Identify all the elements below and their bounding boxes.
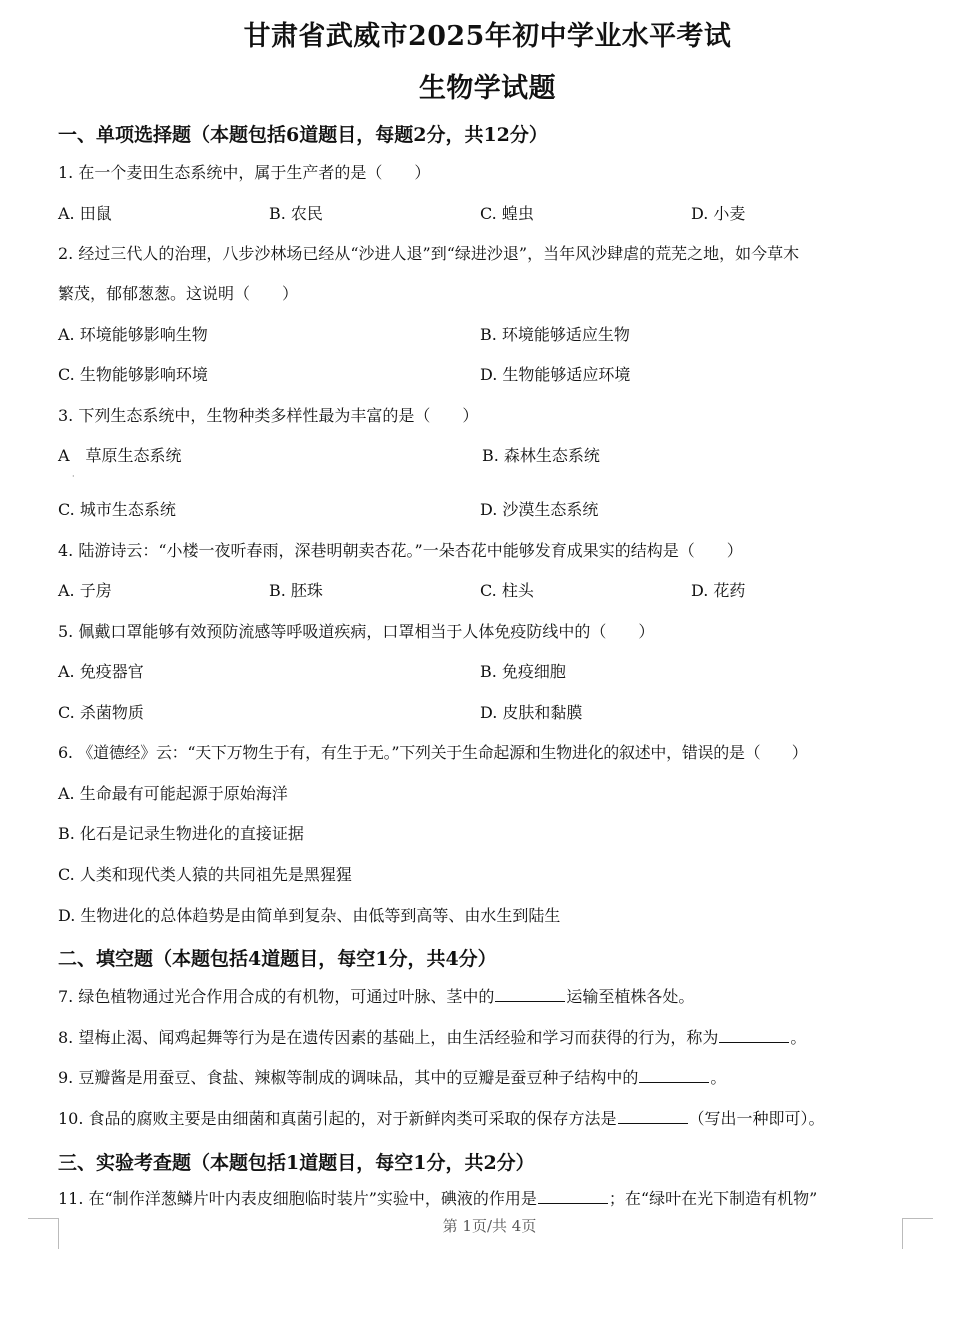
question-11-text-after: ；在“绿叶在光下制造有机物”: [608, 1189, 818, 1208]
question-2-option-a: A. 环境能够影响生物: [58, 325, 208, 344]
question-5-option-c: C. 杀菌物质: [58, 703, 144, 722]
section-heading-choice: 一、单项选择题（本题包括6道题目，每题2分，共12分）: [58, 124, 548, 146]
question-9-text-after: 。: [710, 1068, 727, 1087]
question-4-option-a: A. 子房: [58, 581, 112, 600]
question-1-option-d: D. 小麦: [691, 204, 746, 223]
question-6-option-b: B. 化石是记录生物进化的直接证据: [58, 824, 304, 843]
question-4-option-d: D. 花药: [691, 581, 746, 600]
question-3-option-b: B. 森林生态系统: [482, 446, 600, 465]
question-1-option-c: C. 蝗虫: [480, 204, 534, 223]
question-8-answer-blank[interactable]: [719, 1028, 789, 1043]
question-6-option-a: A. 生命最有可能起源于原始海洋: [58, 784, 288, 803]
question-2-option-b: B. 环境能够适应生物: [480, 325, 630, 344]
section-heading-experiment: 三、实验考查题（本题包括1道题目，每空1分，共2分）: [58, 1152, 535, 1174]
exam-title: 甘肃省武威市2025年初中学业水平考试: [243, 21, 732, 52]
question-4-option-b: B. 胚珠: [269, 581, 323, 600]
question-10: [58, 1109, 825, 1129]
question-10-text-before: 10. 食品的腐败主要是由细菌和真菌引起的，对于新鲜肉类可采取的保存方法是: [58, 1109, 617, 1128]
question-11-text-before: 11. 在“制作洋葱鳞片叶内表皮细胞临时装片”实验中，碘液的作用是: [58, 1189, 537, 1208]
question-10-text-after: （写出一种即可）。: [688, 1109, 825, 1128]
exam-subtitle: 生物学试题: [419, 73, 556, 104]
page-footer: 第 1页/共 4页: [442, 1217, 537, 1235]
question-2-stem-line2: 繁茂，郁郁葱葱。这说明（ ）: [58, 284, 299, 303]
question-4-stem: 4. 陆游诗云：“小楼一夜听春雨，深巷明朝卖杏花。”一朵杏花中能够发育成果实的结构是（ ）: [58, 541, 743, 560]
question-3-option-c: C. 城市生态系统: [58, 500, 176, 519]
question-2-option-d: D. 生物能够适应环境: [480, 365, 631, 384]
question-7-answer-blank[interactable]: [495, 987, 565, 1002]
question-4-option-c: C. 柱头: [480, 581, 534, 600]
question-3-option-d: D. 沙漠生态系统: [480, 500, 599, 519]
question-5-option-d: D. 皮肤和黏膜: [480, 703, 583, 722]
question-11: [58, 1189, 817, 1209]
question-6-option-c: C. 人类和现代类人猿的共同祖先是黑猩猩: [58, 865, 352, 884]
question-7-text-after: 运输至植株各处。: [566, 987, 695, 1006]
question-9-answer-blank[interactable]: [639, 1068, 709, 1083]
question-5-option-a: A. 免疫器官: [58, 662, 144, 681]
question-1-option-a: A. 田鼠: [58, 204, 112, 223]
question-5-stem: 5. 佩戴口罩能够有效预防流感等呼吸道疾病，口罩相当于人体免疫防线中的（ ）: [58, 622, 655, 641]
question-8-text-after: 。: [790, 1028, 807, 1047]
question-7: [58, 987, 694, 1007]
question-2-option-c: C. 生物能够影响环境: [58, 365, 208, 384]
question-1-option-b: B. 农民: [269, 204, 323, 223]
question-6-option-d: D. 生物进化的总体趋势是由简单到复杂、由低等到高等、由水生到陆生: [58, 906, 561, 925]
question-3-stem: 3. 下列生态系统中，生物种类多样性最为丰富的是（ ）: [58, 406, 479, 425]
question-10-answer-blank[interactable]: [618, 1109, 688, 1124]
question-6-stem: 6. 《道德经》云：“天下万物生于有，有生于无。”下列关于生命起源和生物进化的叙述中，错误的是（ ）: [58, 743, 808, 762]
question-1-stem: 1. 在一个麦田生态系统中，属于生产者的是（ ）: [58, 163, 431, 182]
question-11-answer-blank[interactable]: [538, 1189, 608, 1204]
question-8: [58, 1028, 806, 1048]
section-heading-fill: 二、填空题（本题包括4道题目，每空1分，共4分）: [58, 948, 497, 970]
question-9-text-before: 9. 豆瓣酱是用蚕豆、食盐、辣椒等制成的调味品，其中的豆瓣是蚕豆种子结构中的: [58, 1068, 639, 1087]
stray-mark: ·: [72, 472, 75, 481]
question-2-stem-line1: 2. 经过三代人的治理，八步沙林场已经从“沙进人退”到“绿进沙退”，当年风沙肆虐的荒芜之地，如今草木: [58, 244, 800, 263]
question-3-option-a: A 草原生态系统: [58, 446, 182, 465]
question-9: [58, 1068, 726, 1088]
question-5-option-b: B. 免疫细胞: [480, 662, 566, 681]
question-8-text-before: 8. 望梅止渴、闻鸡起舞等行为是在遗传因素的基础上，由生活经验和学习而获得的行为，称为: [58, 1028, 719, 1047]
question-7-text-before: 7. 绿色植物通过光合作用合成的有机物，可通过叶脉、茎中的: [58, 987, 495, 1006]
